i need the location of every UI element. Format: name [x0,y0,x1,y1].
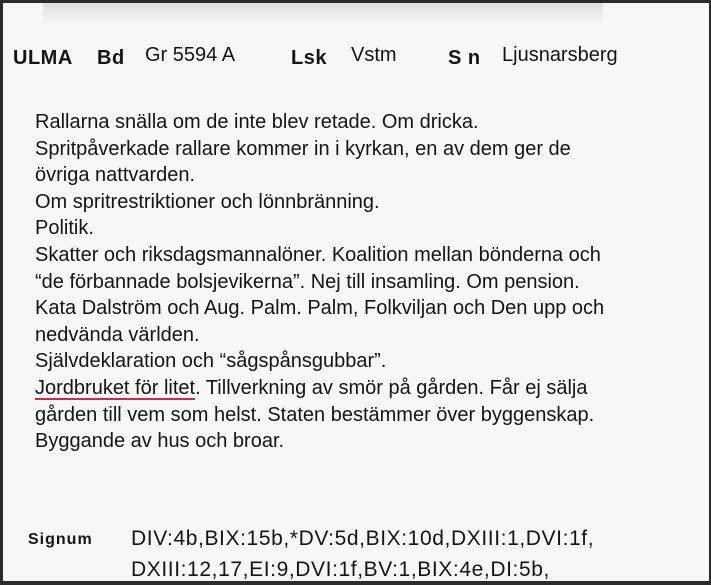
signum-label: Signum [28,531,93,548]
card-body-text [35,109,695,455]
body-line: Politik. [35,217,94,240]
ulma-label: ULMA [13,47,73,69]
body-line: Rallarna snälla om de inte blev retade. Om dricka. [35,111,479,133]
body-line: gården till vem som helst. Staten bestämmer över byggenskap. [35,403,595,426]
scan-bleed-through [43,3,603,25]
body-line: Självdeklaration och “sågspånsgubbar”. [35,350,387,373]
underlined-line-rest: . Tillverkning av smör på gården. Får ej sälja [195,376,588,399]
lsk-value: Vstm [351,44,397,66]
signum-codes [131,523,711,585]
signum-code-line: DIV:4b,BIX:15b,*DV:5d,BIX:10d,DXIII:1,DVI:1f, [131,527,595,550]
body-line: Kata Dalström och Aug. Palm. Palm, Folkviljan och Den upp och [35,297,605,320]
lsk-label: Lsk [291,47,327,69]
card-header [13,41,703,75]
body-line: nedvända världen. [35,323,200,346]
underlined-phrase: Jordbruket för litet [35,376,196,399]
body-line: övriga nattvarden. [35,164,196,187]
bd-label: Bd [97,47,125,69]
sn-value: Ljusnarsberg [502,44,618,66]
sn-label: S n [448,47,481,69]
body-line: Om spritrestriktioner och lönnbränning. [35,190,380,213]
body-line-underlined [35,375,695,402]
bd-value: Gr 5594 A [145,44,236,66]
archive-card [3,3,709,581]
body-line: Spritpåverkade rallare kommer in i kyrkan, en av dem ger de [35,137,571,160]
body-line: Skatter och riksdagsmannalöner. Koalition mellan bönderna och [35,243,601,266]
signum-code-line: DXIII:12,17,EI:9,DVI:1f,BV:1,BIX:4e,DI:5b, [131,558,550,581]
body-line: Byggande av hus och broar. [35,430,285,453]
body-line: “de förbannade bolsjevikerna”. Nej till insamling. Om pension. [35,270,580,293]
